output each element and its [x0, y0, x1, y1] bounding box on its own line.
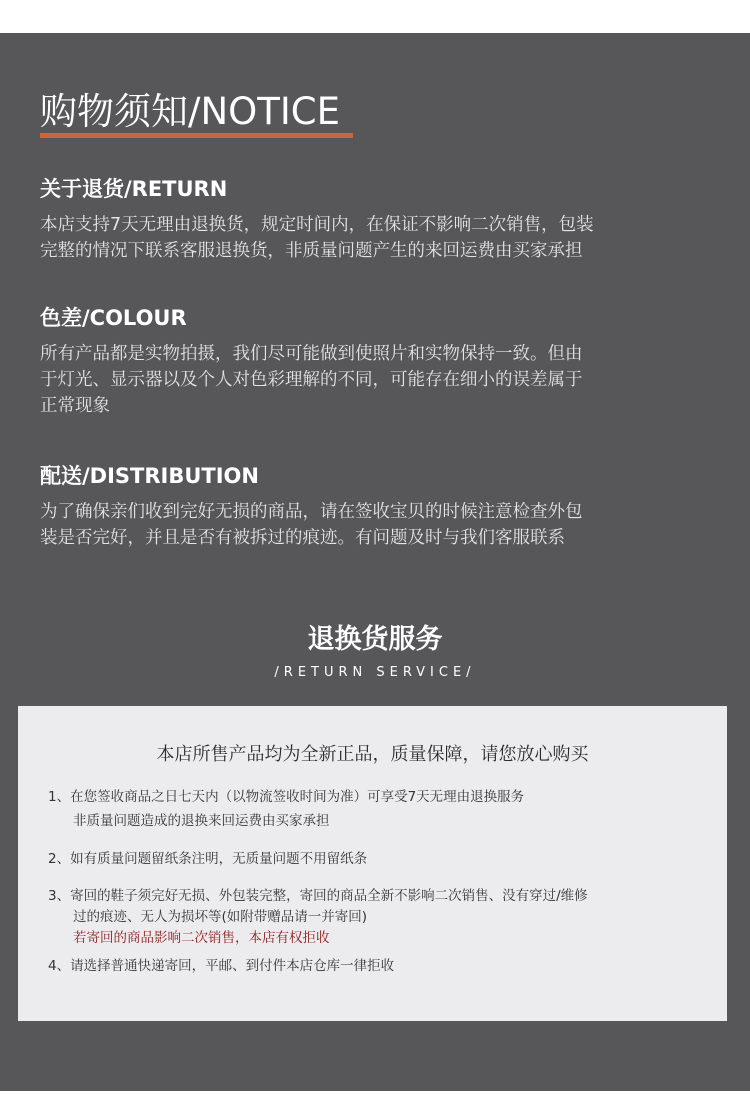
section-body-colour [40, 341, 690, 419]
section-heading-distribution: 配送/DISTRIBUTION [40, 464, 259, 488]
section-line: 完整的情况下联系客服退换货，非质量问题产生的来回运费由买家承担 [40, 241, 583, 261]
section-line: 正常现象 [40, 396, 110, 416]
rule-line: 3、寄回的鞋子须完好无损、外包装完整，寄回的商品全新不影响二次销售、没有穿过/维修 [48, 888, 588, 904]
section-line: 于灯光、显示器以及个人对色彩理解的不同，可能存在细小的误差属于 [40, 370, 583, 390]
notice-title-underline [40, 133, 353, 138]
service-title: 退换货服务 [307, 624, 443, 655]
notice-title: 购物须知/NOTICE [40, 90, 340, 133]
section-heading-return: 关于退货/RETURN [40, 177, 228, 201]
rule-line: 过的痕迹、无人为损坏等(如附带赠品请一并寄回) [73, 909, 368, 925]
service-headline: 本店所售产品均为全新正品，质量保障，请您放心购买 [156, 744, 589, 765]
rule-item-1 [48, 787, 698, 832]
service-card [18, 706, 727, 1021]
section-line: 所有产品都是实物拍摄，我们尽可能做到使照片和实物保持一致。但由 [40, 344, 583, 364]
rule-item-4 [48, 956, 698, 977]
section-body-distribution [40, 499, 690, 551]
rule-warning: 若寄回的商品影响二次销售，本店有权拒收 [73, 930, 330, 946]
rule-line: 4、请选择普通快递寄回，平邮、到付件本店仓库一律拒收 [48, 958, 395, 974]
rule-line: 1、在您签收商品之日七天内（以物流签收时间为准）可享受7天无理由退换服务 [48, 789, 525, 805]
section-heading-colour: 色差/COLOUR [40, 306, 187, 330]
section-line: 为了确保亲们收到完好无损的商品，请在签收宝贝的时候注意检查外包 [40, 502, 583, 522]
section-line: 装是否完好，并且是否有被拆过的痕迹。有问题及时与我们客服联系 [40, 528, 565, 548]
section-body-return [40, 212, 690, 264]
rule-line: 非质量问题造成的退换来回运费由买家承担 [73, 813, 330, 829]
service-subtitle: /RETURN SERVICE/ [274, 665, 476, 680]
section-line: 本店支持7天无理由退换货，规定时间内，在保证不影响二次销售，包装 [40, 215, 594, 235]
rule-item-2 [48, 849, 698, 870]
rule-item-3 [48, 886, 698, 949]
notice-panel [0, 33, 750, 1091]
rule-line: 2、如有质量问题留纸条注明，无质量问题不用留纸条 [48, 851, 368, 867]
